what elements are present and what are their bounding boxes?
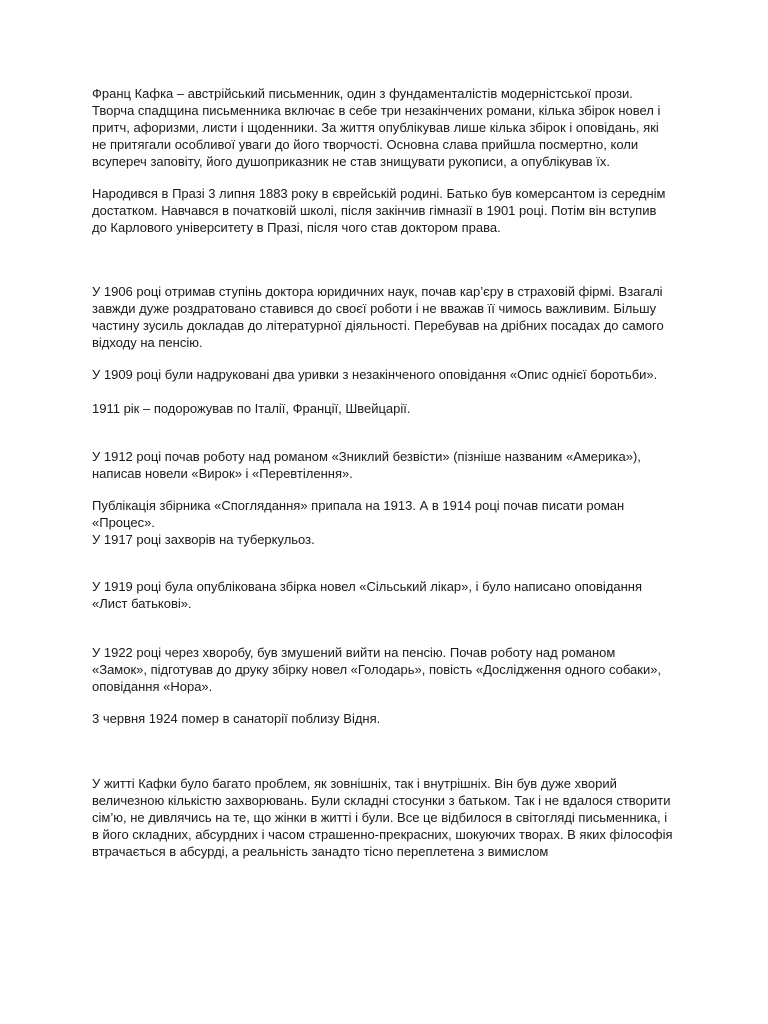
paragraph-1919: У 1919 році була опублікована збірка новел «Сільський лікар», і було написано оповідання «Лист батькові». — [92, 579, 643, 611]
paragraph-1913: Публікація збірника «Споглядання» припала на 1913. А в 1914 році почав писати роман «Процес». У 1917 році захворів на туберкульоз. — [92, 498, 625, 547]
paragraph-1922: У 1922 році через хворобу, був змушений вийти на пенсію. Почав роботу над романом «Замок», підготував до друку збірку новел «Голодарь», повість «Дослідження одного собаки», оповідання «Нора». — [92, 645, 662, 694]
paragraph-1924: 3 червня 1924 помер в санаторії поблизу Відня. — [92, 711, 381, 726]
paragraph-1909: У 1909 році були надруковані два уривки з незакінченого оповідання «Опис однієї боротьби». — [92, 367, 658, 382]
paragraph-birth: Народився в Празі 3 липня 1883 року в єврейській родині. Батько був комерсантом із середнім достатком. Навчався в початковій школі, після закінчив гімназії в 1901 році. Потім він вступив до Карлового університету в Празі, після чого став доктором права. — [92, 186, 666, 235]
paragraph-career: У 1906 році отримав ступінь доктора юридичних наук, почав кар’єру в страховій фірмі. Взагалі завжди дуже роздратовано ставився до своєї роботи і не вважав її чимось важливим. Більшу частину зусиль докладав до літературної діяльності. Перебував на дрібних посадах до самого відходу на пенсію. — [92, 284, 664, 350]
paragraph-1911: 1911 рік – подорожував по Італії, Франції, Швейцарії. — [92, 401, 411, 416]
paragraph-conclusion: У житті Кафки було багато проблем, як зовнішніх, так і внутрішніх. Він був дуже хворий величезною кількістю захворювань. Були складні стосунки з батьком. Так і не вдалося створити сім’ю, не дивлячись на те, що жінки в житті і були. Все це відбилося в світогляді письменника, і в його складних, абсурдних і часом страшенно-прекрасних, шокуючих творах. В яких філософія втрачається в абсурді, а реальність занадто тісно переплетена з вимислом — [92, 776, 673, 859]
paragraph-intro: Франц Кафка – австрійський письменник, один з фундаменталістів модерністської прози. Творча спадщина письменника включає в себе три незакінчених романи, кілька збірок новел і притч, афоризми, листи і щоденники. За життя опублікував лише кілька збірок і оповідань, які не притягали особливої уваги до його творчості. Основна слава прийшла посмертно, коли всупереч заповіту, його душоприказник не став знищувати рукописи, а опублікував їх. — [92, 86, 661, 169]
paragraph-1912: У 1912 році почав роботу над романом «Зниклий безвісти» (пізніше названим «Америка»), написав новели «Вирок» і «Перевтілення». — [92, 449, 641, 481]
